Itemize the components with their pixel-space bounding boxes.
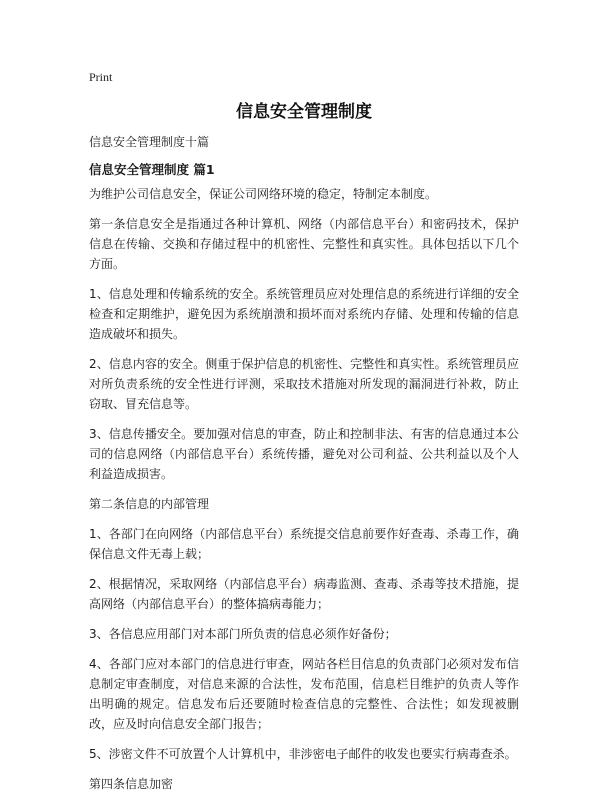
paragraph-internal-1: 1、各部门在向网络（内部信息平台）系统提交信息前要作好查毒、杀毒工作，确保信息文件无毒上载； xyxy=(89,527,519,561)
paragraph-item-3: 3、信息传播安全。要加强对信息的审查，防止和控制非法、有害的信息通过本公司的信息网络（内部信息平台）系统传播，避免对公司利益、公共利益以及个人利益造成损害。 xyxy=(89,427,519,481)
paragraph-internal-3: 3、各信息应用部门对本部门所负责的信息必须作好备份； xyxy=(89,627,397,641)
paragraph-article-4: 第四条信息加密 xyxy=(89,777,174,791)
paragraph-internal-4: 4、各部门应对本部门的信息进行审查，网站各栏目信息的负责部门必须对发布信息制定审查制度，对信息来源的合法性，发布范围，信息栏目维护的负责人等作出明确的规定。信息发布后还要随时检查信息的完整性、合法性；如发现被删改，应及时向信息安全部门报告； xyxy=(89,657,519,731)
document-subtitle: 信息安全管理制度十篇 xyxy=(89,135,210,149)
paragraph-item-2: 2、信息内容的安全。侧重于保护信息的机密性、完整性和真实性。系统管理员应对所负责系统的安全性进行评测，采取技术措施对所发现的漏洞进行补救，防止窃取、冒充信息等。 xyxy=(89,357,519,411)
paragraph-article-2: 第二条信息的内部管理 xyxy=(89,497,210,511)
print-link[interactable]: Print xyxy=(89,70,113,84)
page-title: 信息安全管理制度 xyxy=(236,102,372,122)
section-heading: 信息安全管理制度 篇1 xyxy=(89,162,215,177)
paragraph-intro: 为维护公司信息安全，保证公司网络环境的稳定，特制定本制度。 xyxy=(89,187,438,201)
paragraph-article-1: 第一条信息安全是指通过各种计算机、网络（内部信息平台）和密码技术，保护信息在传输、交换和存储过程中的机密性、完整性和真实性。具体包括以下几个方面。 xyxy=(89,217,519,271)
paragraph-internal-2: 2、根据情况，采取网络（内部信息平台）病毒监测、查毒、杀毒等技术措施，提高网络（内部信息平台）的整体搞病毒能力； xyxy=(89,577,519,611)
paragraph-item-1: 1、信息处理和传输系统的安全。系统管理员应对处理信息的系统进行详细的安全检查和定期维护，避免因为系统崩溃和损坏而对系统内存储、处理和传输的信息造成破坏和损失。 xyxy=(89,287,519,341)
paragraph-internal-5: 5、涉密文件不可放置个人计算机中，非涉密电子邮件的收发也要实行病毒查杀。 xyxy=(89,747,517,761)
document-body xyxy=(89,184,519,804)
